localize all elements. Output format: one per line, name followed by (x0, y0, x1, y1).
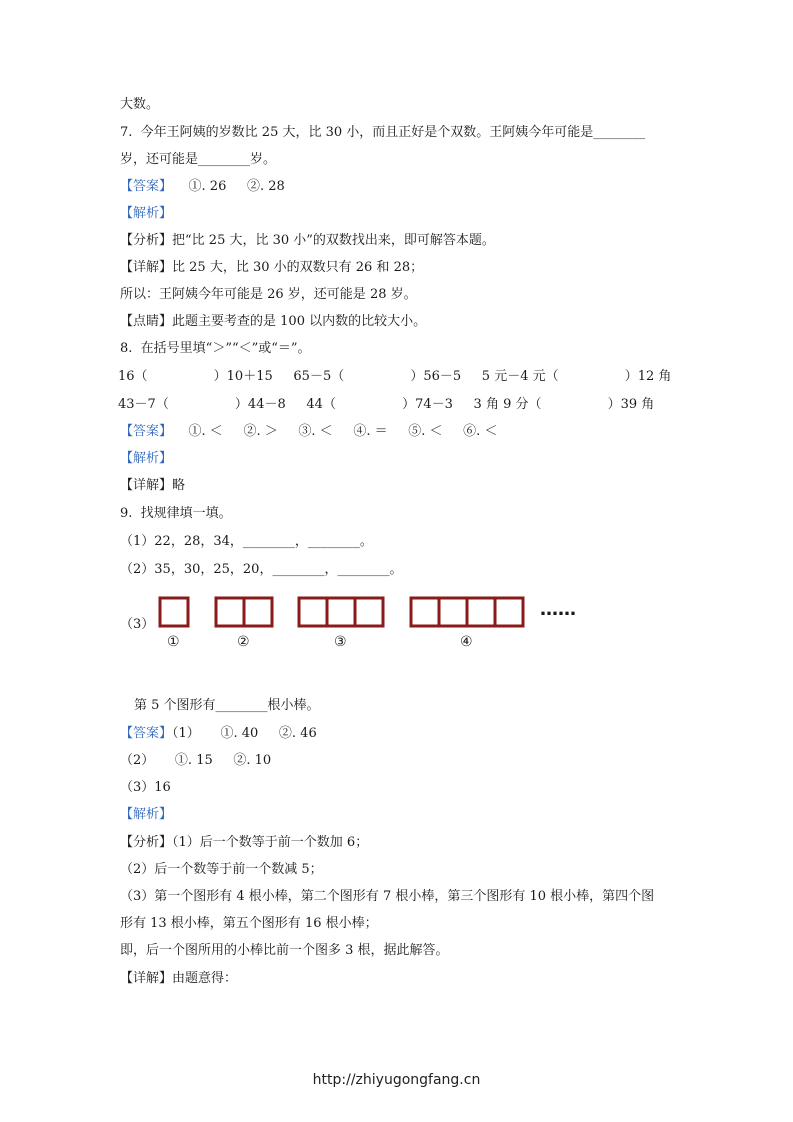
answer-tag: 【答案】 (120, 179, 173, 194)
matchstick-group-3 (299, 598, 383, 626)
matchstick-square (160, 598, 188, 626)
detail-label: 【详解】 (120, 478, 173, 493)
question-9-part-1: （1）22，28，34，________，________。 (120, 534, 373, 549)
analysis-tag: 【解析】 (120, 206, 173, 221)
question-8-title: 8. 在括号里填“＞”“＜”或“＝”。 (120, 341, 311, 356)
matchstick-group-2 (216, 598, 272, 626)
question-8-answer (120, 423, 497, 441)
question-8-row-2: 43－7（ ）44－8 44（ ）74－3 3 角 9 分（ ）39 角 (118, 397, 655, 412)
figure-number-label: ④ (460, 634, 473, 650)
question-7-analysis (120, 232, 495, 250)
question-7-line-2: 岁，还可能是________岁。 (120, 152, 277, 167)
question-9-fifth-figure: 第 5 个图形有________根小棒。 (134, 698, 320, 713)
question-9-analysis-1 (120, 834, 368, 852)
matchstick-square (411, 598, 439, 626)
figure-number-label: ② (237, 634, 250, 650)
detail-text: 由题意得： (172, 971, 238, 986)
matchstick-group-4 (411, 598, 523, 626)
question-7-line-1: 7. 今年王阿姨的岁数比 25 大，比 30 小，而且正好是个双数。王阿姨今年可能是________ (120, 125, 646, 140)
question-9-part-3-label: （3） (120, 617, 155, 632)
matchstick-square (299, 598, 327, 626)
detail-label: 【详解】 (120, 971, 173, 986)
question-9-answer-2: （2） ①. 15 ②. 10 (120, 753, 272, 768)
comment-text: 此题主要考查的是 100 以内数的比较大小。 (172, 314, 427, 329)
matchstick-square (244, 598, 272, 626)
question-7-conclusion: 所以：王阿姨今年可能是 26 岁，还可能是 28 岁。 (120, 287, 417, 302)
question-9-answer-3: （3）16 (120, 780, 171, 795)
question-9-analysis-5: 即，后一个图所用的小棒比前一个图多 3 根，据此解答。 (120, 943, 449, 958)
matchstick-square (355, 598, 383, 626)
answer-tag: 【答案】 (120, 424, 173, 439)
analysis-label: 【分析】 (120, 835, 173, 850)
analysis-tag: 【解析】 (120, 451, 173, 466)
answer-text: ①. 26 ②. 28 (172, 179, 285, 194)
question-9-analysis-2: （2）后一个数等于前一个数减 5； (120, 862, 323, 877)
matchstick-square (216, 598, 244, 626)
detail-text: 略 (172, 478, 186, 493)
figure-number-label: ③ (334, 634, 347, 650)
comment-label: 【点睛】 (120, 314, 173, 329)
matchstick-figure (150, 590, 600, 652)
analysis-label: 【分析】 (120, 233, 173, 248)
text-line: 大数。 (120, 97, 160, 112)
matchstick-square (327, 598, 355, 626)
figure-number-label: ① (167, 634, 180, 650)
footer-url: http://zhiyugongfang.cn (312, 1072, 481, 1088)
analysis-text: 把“比 25 大，比 30 小”的双数找出来，即可解答本题。 (172, 233, 495, 248)
matchstick-square (439, 598, 467, 626)
analysis-tag: 【解析】 (120, 807, 173, 822)
matchstick-group-1 (160, 598, 188, 626)
answer-tag: 【答案】 (120, 726, 173, 741)
answer-text: （1） ①. 40 ②. 46 (172, 726, 317, 741)
question-9-answer-1 (120, 725, 317, 743)
question-8-row-1: 16（ ）10＋15 65－5（ ）56－5 5 元－4 元（ ）12 角 (118, 369, 672, 384)
detail-label: 【详解】 (120, 260, 173, 275)
matchstick-square (467, 598, 495, 626)
question-9-part-2: （2）35，30，25，20，________，________。 (120, 562, 403, 577)
analysis-text: （1）后一个数等于前一个数加 6； (172, 835, 369, 850)
question-7-comment (120, 313, 426, 331)
question-9-analysis-4: 形有 13 根小棒，第五个图形有 16 根小棒； (120, 916, 378, 931)
answer-text: ①. ＜ ②. ＞ ③. ＜ ④. ＝ ⑤. ＜ ⑥. ＜ (172, 424, 498, 439)
question-9-detail (120, 970, 237, 988)
question-7-detail (120, 259, 423, 277)
question-9-analysis-3: （3）第一个图形有 4 根小棒，第二个图形有 7 根小棒，第三个图形有 10 根小棒，第四个图 (120, 889, 655, 904)
question-7-answer (120, 178, 285, 196)
ellipsis-mark: …… (540, 599, 576, 620)
detail-text: 比 25 大，比 30 小的双数只有 26 和 28； (172, 260, 424, 275)
question-9-title: 9. 找规律填一填。 (120, 506, 232, 521)
question-8-detail (120, 477, 185, 495)
matchstick-square (495, 598, 523, 626)
